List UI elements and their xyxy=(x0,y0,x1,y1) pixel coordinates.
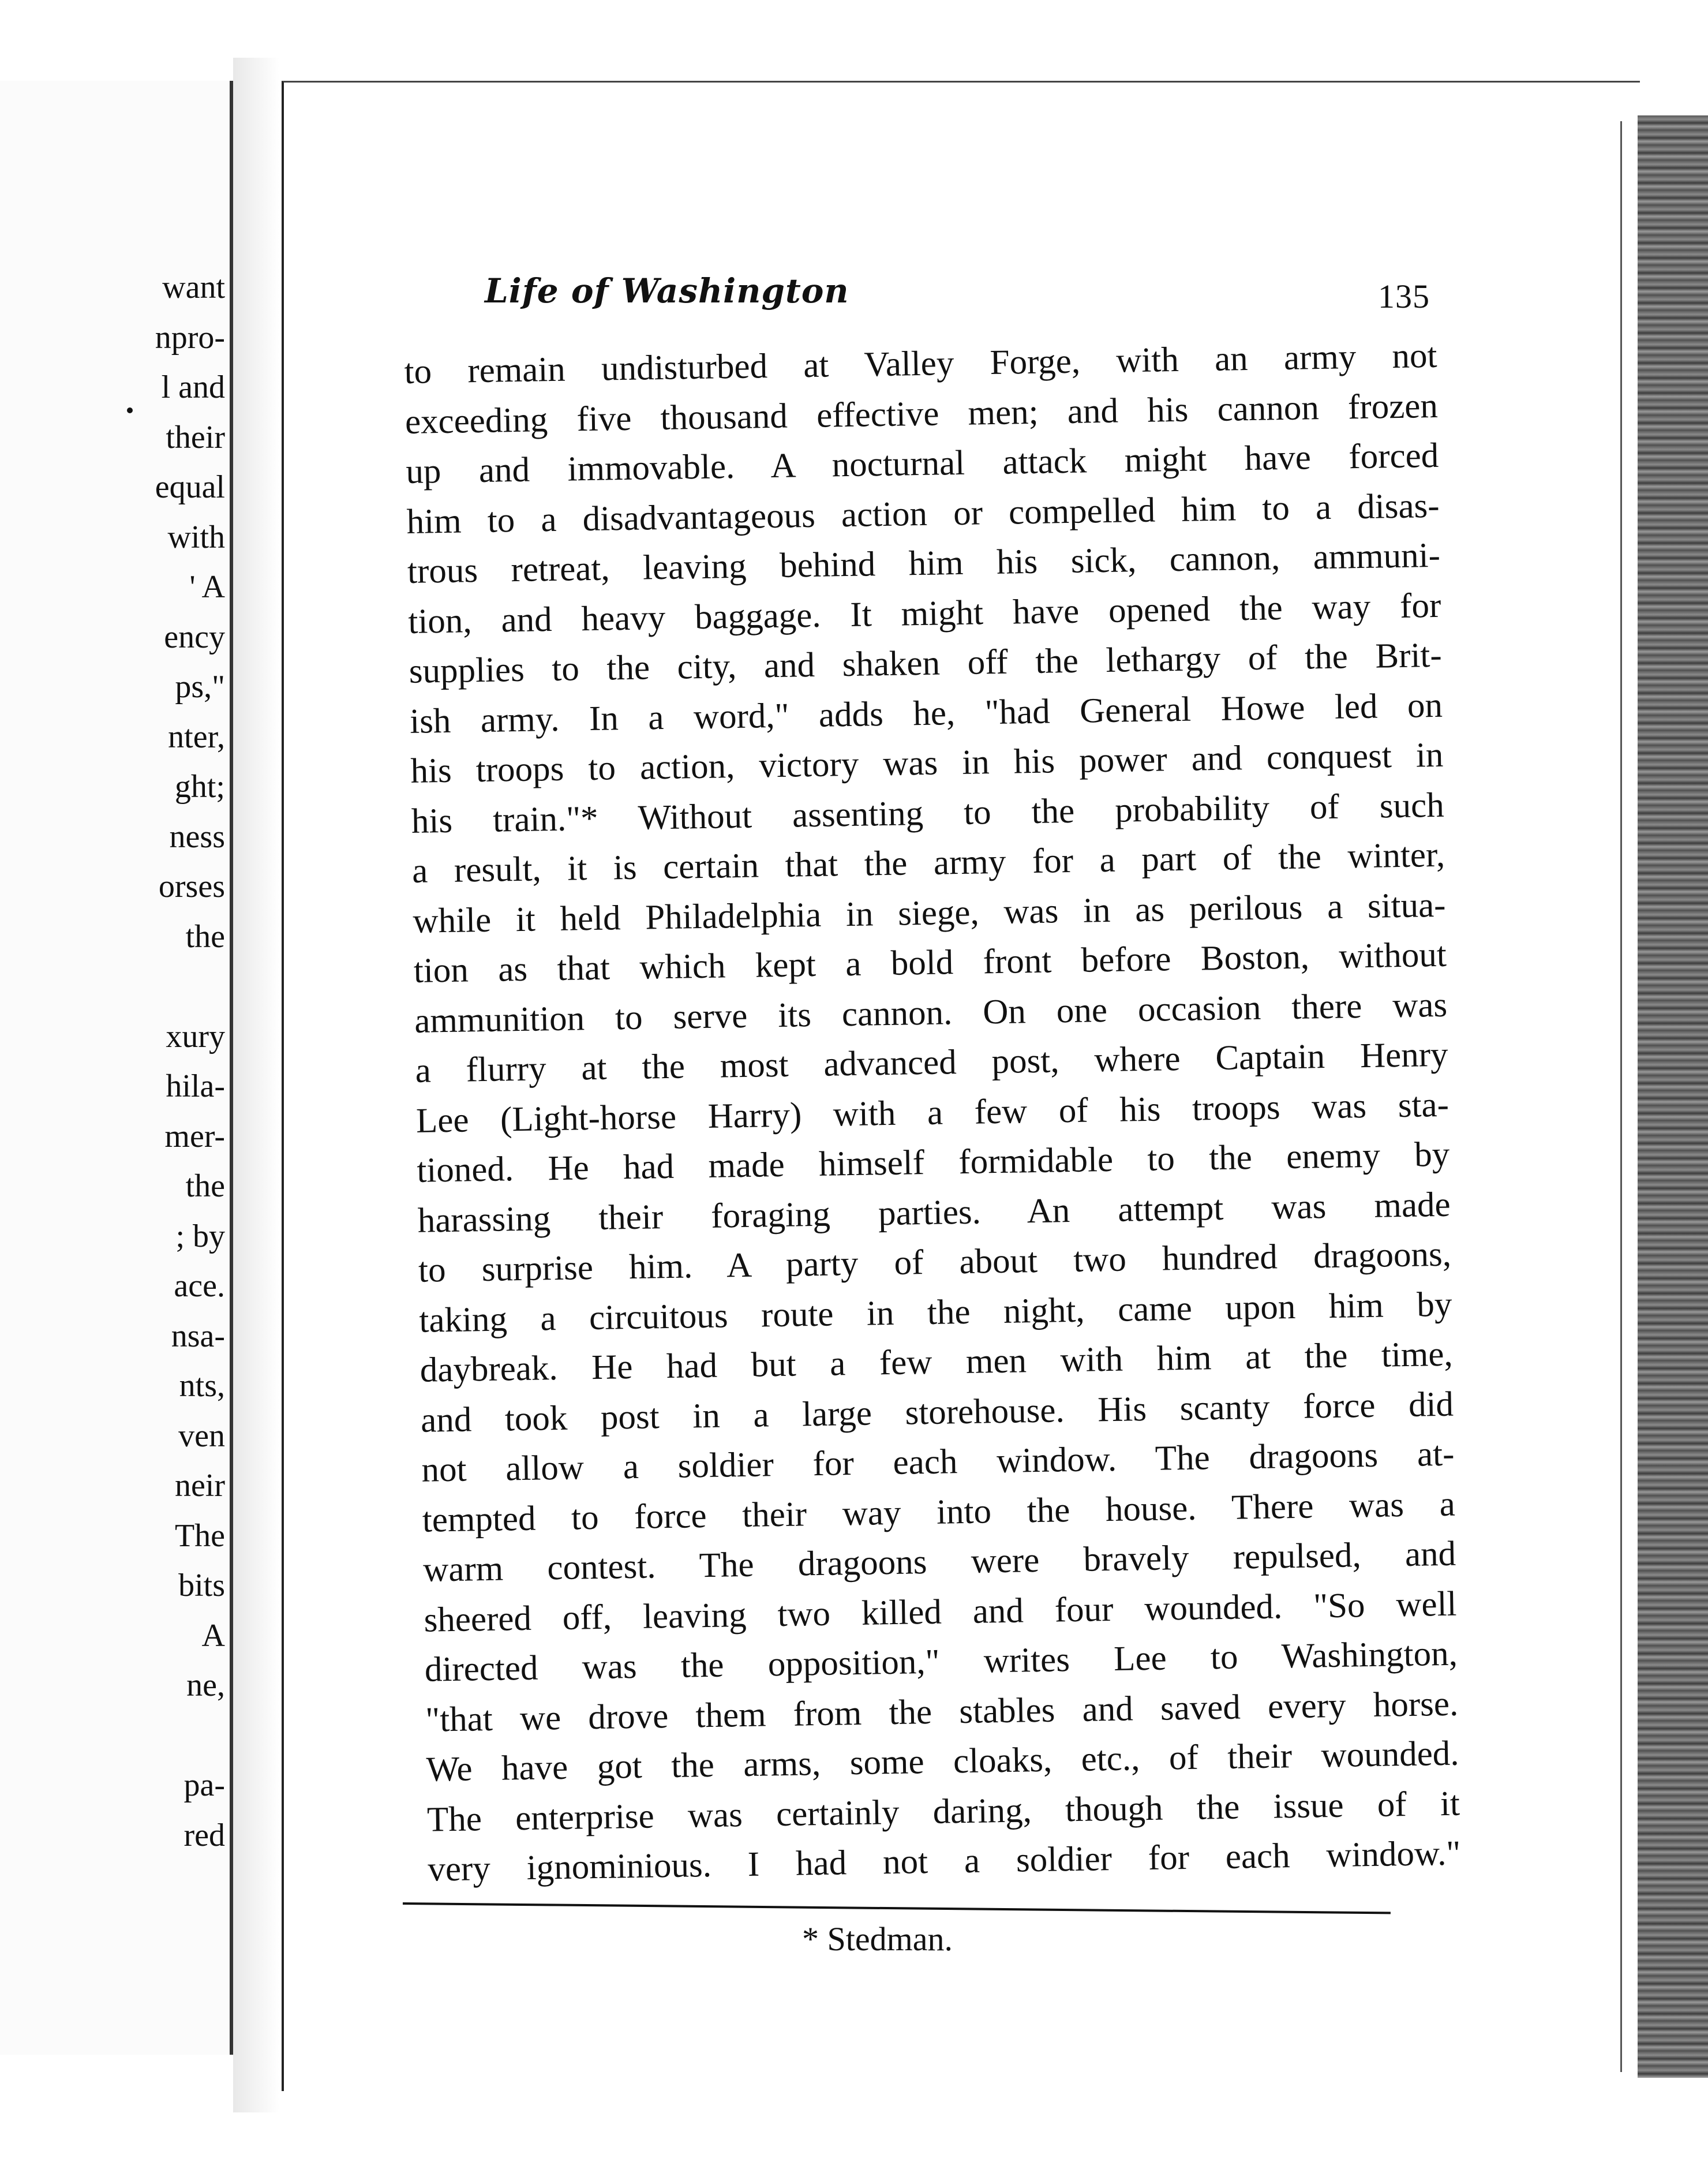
body-line: sheered off, leaving two killed and four wounded. "So well xyxy=(424,1584,1457,1640)
body-line: his troops to action, victory was in his power and conquest in xyxy=(410,735,1444,791)
body-line: him to a disadvantageous action or compelled him to a disas- xyxy=(406,486,1440,541)
body-text xyxy=(404,331,1461,1895)
left-page-line-fragment: ' A xyxy=(189,569,225,605)
body-line: Lee (Light-horse Harry) with a few of his troops was sta- xyxy=(415,1085,1449,1140)
body-line: a result, it is certain that the army for a part of the winter, xyxy=(411,835,1445,891)
left-page-line-fragment: hila- xyxy=(166,1068,225,1104)
body-line: tioned. He had made himself formidable to the enemy by xyxy=(416,1135,1450,1190)
left-page-line-fragment: ness xyxy=(169,818,225,855)
body-line: very ignominious. I had not a soldier for each window." xyxy=(427,1834,1461,1889)
body-line: taking a circuitous route in the night, came upon him by xyxy=(418,1285,1452,1340)
body-line: warm contest. The dragoons were bravely repulsed, and xyxy=(422,1534,1456,1590)
left-page-line-fragment: ght; xyxy=(174,769,225,805)
book-gutter xyxy=(233,58,279,2112)
book-fore-edge xyxy=(1638,115,1708,2078)
left-page-line-fragment: ace. xyxy=(174,1268,225,1304)
body-line: ish army. In a word," adds he, "had General Howe led on xyxy=(409,686,1443,741)
left-page-line-fragment: equal xyxy=(155,469,225,505)
left-page-line-fragment: nter, xyxy=(168,719,225,755)
body-line: not allow a soldier for each window. The dragoons at- xyxy=(421,1434,1455,1490)
body-line: his train."* Without assenting to the probability of such xyxy=(411,786,1445,841)
body-line: trous retreat, leaving behind him his sick, cannon, ammuni- xyxy=(407,536,1441,591)
body-line: tion as that which kept a bold front before Boston, without xyxy=(413,935,1447,990)
left-page-line-fragment: npro- xyxy=(155,319,225,356)
left-page-line-fragment: nsa- xyxy=(171,1318,225,1354)
body-line: tempted to force their way into the house. There was a xyxy=(422,1484,1456,1540)
footnote: * Stedman. xyxy=(802,1920,953,1958)
body-line: "that we drove them from the stables and saved every horse. xyxy=(425,1684,1459,1740)
body-line: to remain undisturbed at Valley Forge, with an army not xyxy=(404,336,1437,391)
body-line: and took post in a large storehouse. His scanty force did xyxy=(420,1385,1454,1440)
left-page-line-fragment: A xyxy=(201,1617,225,1654)
left-page-line-fragment: bits xyxy=(178,1568,225,1603)
body-line: harassing their foraging parties. An attempt was made xyxy=(417,1185,1451,1240)
body-line: a flurry at the most advanced post, where Captain Henry xyxy=(415,1035,1448,1090)
body-line: The enterprise was certainly daring, though the issue of it xyxy=(426,1784,1460,1839)
body-line: to surprise him. A party of about two hundred dragoons, xyxy=(418,1235,1452,1290)
left-page-line-fragment: neir xyxy=(174,1468,225,1504)
left-page-line-fragment: ne, xyxy=(186,1667,225,1703)
left-page-line-fragment: red xyxy=(183,1817,225,1853)
left-page-line-fragment: orses xyxy=(158,869,225,904)
body-line: tion, and heavy baggage. It might have opened the way for xyxy=(407,586,1441,641)
left-page-line-fragment: ency xyxy=(164,619,225,655)
body-line: supplies to the city, and shaken off the lethargy of the Brit- xyxy=(409,635,1443,691)
left-page-line-fragment: mer- xyxy=(164,1118,225,1154)
ink-speck xyxy=(127,407,133,413)
left-page-line-fragment: l and xyxy=(161,369,225,405)
body-line: exceeding five thousand effective men; and his cannon frozen xyxy=(404,386,1439,442)
left-page-line-fragment: their xyxy=(166,419,225,455)
page-number: 135 xyxy=(1378,278,1430,315)
left-page-line-fragment: nts, xyxy=(179,1368,225,1404)
left-page-line-fragment: ven xyxy=(178,1418,225,1454)
running-head-title: Life of Washington xyxy=(485,271,849,311)
left-page-line-fragment: want xyxy=(162,270,225,305)
left-page-line-fragment: ; by xyxy=(175,1218,225,1254)
left-page-line-fragment: The xyxy=(174,1517,225,1554)
body-line: daybreak. He had but a few men with him at the time, xyxy=(419,1334,1454,1390)
left-page-line-fragment: the xyxy=(185,1168,225,1204)
left-page-line-fragment: pa- xyxy=(183,1767,225,1803)
body-line: ammunition to serve its cannon. On one occasion there was xyxy=(414,985,1448,1041)
body-line: directed was the opposition," writes Lee to Washington, xyxy=(424,1634,1458,1689)
left-facing-page xyxy=(0,81,233,2055)
left-page-line-fragment: the xyxy=(185,918,225,955)
left-page-line-fragment: with xyxy=(167,519,225,555)
body-line: up and immovable. A nocturnal attack might have forced xyxy=(405,436,1439,491)
left-page-line-fragment: xury xyxy=(166,1018,225,1054)
body-line: We have got the arms, some cloaks, etc., of their wounded. xyxy=(426,1734,1460,1789)
left-page-line-fragment: ps," xyxy=(175,669,225,705)
body-line: while it held Philadelphia in siege, was in as perilous a situa- xyxy=(413,885,1446,941)
